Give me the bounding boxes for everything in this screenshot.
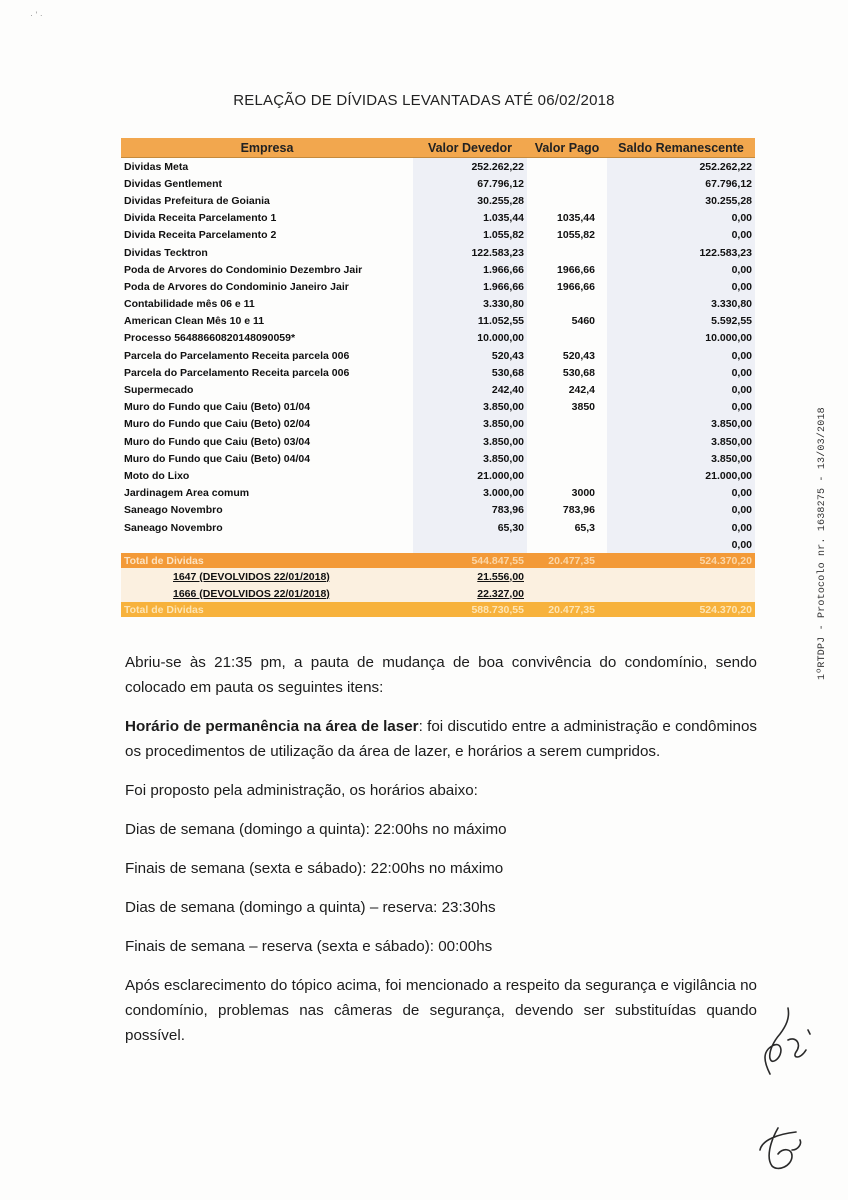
debt-table — [121, 138, 755, 617]
cell-owed: 242,40 — [413, 381, 527, 398]
cell-company: Dividas Gentlement — [124, 177, 223, 190]
cell-remaining: 10.000,00 — [607, 330, 755, 347]
cell-paid — [527, 158, 607, 176]
returned-value: 22.327,00 — [413, 585, 527, 602]
cell-remaining: 0,00 — [607, 536, 755, 553]
cell-owed: 65,30 — [413, 519, 527, 536]
schedule-weekdays: Dias de semana (domingo a quinta): 22:00hs no máximo — [125, 821, 507, 838]
paragraph-proposal: Foi proposto pela administração, os horários abaixo: — [125, 782, 478, 799]
cell-remaining: 0,00 — [607, 519, 755, 536]
table-row — [121, 278, 755, 295]
cell-paid: 530,68 — [562, 366, 595, 379]
cell-paid: 1035,44 — [557, 212, 595, 225]
cell-owed: 3.850,00 — [413, 416, 527, 433]
cell-owed: 1.966,66 — [413, 278, 527, 295]
cell-company: Dividas Prefeitura de Goiania — [124, 194, 270, 207]
cell-company: Divida Receita Parcelamento 2 — [124, 229, 277, 242]
grand-total-label: Total de Dividas — [121, 602, 413, 617]
cell-company: Parcela do Parcelamento Receita parcela 006 — [124, 366, 350, 379]
returned-empty — [527, 568, 607, 585]
returned-label: 1647 (DEVOLVIDOS 22/01/2018) — [121, 568, 413, 585]
table-row — [121, 330, 755, 347]
table-row — [121, 433, 755, 450]
cell-company: Divida Receita Parcelamento 1 — [124, 212, 277, 225]
returned-value: 21.556,00 — [413, 568, 527, 585]
grand-total-remaining: 524.370,20 — [607, 602, 755, 617]
cell-paid: 1966,66 — [557, 263, 595, 276]
paragraph-opening: Abriu-se às 21:35 pm, a pauta de mudança de boa convivência do condomínio, sendo colocado em pauta os seguintes itens: — [125, 654, 757, 696]
cell-remaining: 3.850,00 — [607, 433, 755, 450]
cell-company: Parcela do Parcelamento Receita parcela 006 — [124, 349, 350, 362]
cell-remaining: 0,00 — [607, 347, 755, 364]
table-row — [121, 502, 755, 519]
table-row — [121, 485, 755, 502]
returned-label: 1666 (DEVOLVIDOS 22/01/2018) — [121, 585, 413, 602]
cell-owed: 1.035,44 — [413, 210, 527, 227]
grand-total-row — [121, 602, 755, 617]
table-row — [121, 261, 755, 278]
cell-owed: 3.850,00 — [413, 399, 527, 416]
cell-owed: 3.850,00 — [413, 450, 527, 467]
table-row — [121, 364, 755, 381]
paragraph-security: Após esclarecimento do tópico acima, foi mencionado a respeito da segurança e vigilância no condomínio, problemas nas câmeras de segurança, devendo ser substituídas quando possível. — [125, 977, 757, 1044]
cell-company: Muro do Fundo que Caiu (Beto) 02/04 — [124, 418, 311, 431]
table-header-row — [121, 138, 755, 158]
cell-company — [121, 536, 413, 553]
table-row — [121, 467, 755, 484]
paragraph-leisure-hours — [125, 714, 757, 764]
cell-owed: 252.262,22 — [413, 158, 527, 176]
cell-owed: 11.052,55 — [413, 313, 527, 330]
cell-company: Saneago Novembro — [124, 521, 223, 534]
total-remaining: 524.370,20 — [607, 553, 755, 568]
cell-remaining: 5.592,55 — [607, 313, 755, 330]
header-remaining: Saldo Remanescente — [607, 138, 755, 158]
registry-stamp: 1ºRTDPJ - Protocolo nr. 1638275 - 13/03/2018 — [817, 407, 828, 680]
cell-company: Muro do Fundo que Caiu (Beto) 04/04 — [124, 452, 311, 465]
cell-owed: 530,68 — [413, 364, 527, 381]
cell-company: Contabilidade mês 06 e 11 — [124, 298, 255, 311]
cell-company: Saneago Novembro — [124, 504, 223, 517]
cell-paid — [527, 416, 607, 433]
returned-empty — [527, 585, 607, 602]
schedule-weekends-reservation: Finais de semana – reserva (sexta e sábado): 00:00hs — [125, 938, 493, 955]
cell-company: Poda de Arvores do Condominio Janeiro Jair — [124, 280, 349, 293]
cell-owed: 10.000,00 — [413, 330, 527, 347]
cell-paid — [527, 450, 607, 467]
table-row — [121, 227, 755, 244]
cell-paid: 65,3 — [574, 521, 595, 534]
cell-paid: 3000 — [571, 487, 595, 500]
scan-specks: · ' · — [30, 10, 43, 20]
table-row — [121, 296, 755, 313]
table-row — [121, 158, 755, 176]
table-row — [121, 381, 755, 398]
cell-paid — [527, 330, 607, 347]
cell-paid — [527, 536, 607, 553]
cell-company: Muro do Fundo que Caiu (Beto) 03/04 — [124, 435, 311, 448]
schedule-weekends: Finais de semana (sexta e sábado): 22:00hs no máximo — [125, 860, 504, 877]
cell-paid: 1966,66 — [557, 280, 595, 293]
total-label: Total de Dividas — [121, 553, 413, 568]
returned-empty — [607, 568, 755, 585]
cell-remaining: 0,00 — [607, 485, 755, 502]
page-title: RELAÇÃO DE DÍVIDAS LEVANTADAS ATÉ 06/02/2018 — [233, 92, 615, 109]
returned-row — [121, 568, 755, 585]
cell-owed: 21.000,00 — [413, 467, 527, 484]
table-row — [121, 244, 755, 261]
cell-paid — [527, 296, 607, 313]
table-row — [121, 536, 755, 553]
table-row — [121, 313, 755, 330]
cell-remaining: 3.850,00 — [607, 416, 755, 433]
cell-remaining: 122.583,23 — [607, 244, 755, 261]
cell-company: Supermecado — [124, 384, 194, 397]
minutes-body — [125, 650, 757, 1062]
table-row — [121, 450, 755, 467]
cell-remaining: 67.796,12 — [607, 175, 755, 192]
cell-owed: 3.330,80 — [413, 296, 527, 313]
cell-owed: 3.000,00 — [413, 485, 527, 502]
table-row — [121, 192, 755, 209]
table-row — [121, 416, 755, 433]
cell-owed: 122.583,23 — [413, 244, 527, 261]
cell-remaining: 0,00 — [607, 227, 755, 244]
header-owed: Valor Devedor — [413, 138, 527, 158]
cell-remaining: 21.000,00 — [607, 467, 755, 484]
cell-paid: 5460 — [571, 315, 595, 328]
cell-remaining: 0,00 — [607, 364, 755, 381]
table-row — [121, 519, 755, 536]
cell-paid: 520,43 — [562, 349, 595, 362]
table-row — [121, 175, 755, 192]
cell-paid: 3850 — [571, 401, 595, 414]
cell-company: Poda de Arvores do Condominio Dezembro Jair — [124, 263, 363, 276]
table-row — [121, 210, 755, 227]
cell-remaining: 0,00 — [607, 261, 755, 278]
cell-owed — [413, 536, 527, 553]
cell-paid — [527, 433, 607, 450]
cell-paid: 783,96 — [562, 504, 595, 517]
cell-paid — [527, 467, 607, 484]
cell-remaining: 0,00 — [607, 381, 755, 398]
cell-owed: 30.255,28 — [413, 192, 527, 209]
grand-total-paid: 20.477,35 — [527, 602, 607, 617]
cell-remaining: 0,00 — [607, 399, 755, 416]
cell-company: Dividas Meta — [124, 160, 189, 173]
cell-remaining: 3.850,00 — [607, 450, 755, 467]
table-row — [121, 347, 755, 364]
cell-paid: 242,4 — [568, 384, 595, 397]
topic-text: : foi discutido entre a administração e condôminos os procedimentos de utilização da área de lazer, e horários a serem cumpridos. — [125, 718, 757, 760]
returned-row — [121, 585, 755, 602]
cell-owed: 1.966,66 — [413, 261, 527, 278]
cell-remaining: 252.262,22 — [607, 158, 755, 176]
table-row — [121, 399, 755, 416]
handwritten-signature — [752, 1120, 812, 1180]
cell-remaining: 30.255,28 — [607, 192, 755, 209]
cell-owed: 3.850,00 — [413, 433, 527, 450]
returned-empty — [607, 585, 755, 602]
total-paid: 20.477,35 — [527, 553, 607, 568]
header-paid: Valor Pago — [527, 138, 607, 158]
cell-company: Dividas Tecktron — [124, 246, 208, 259]
cell-paid: 1055,82 — [557, 229, 595, 242]
cell-owed: 67.796,12 — [413, 175, 527, 192]
cell-company: Muro do Fundo que Caiu (Beto) 01/04 — [124, 401, 311, 414]
schedule-weekdays-reservation: Dias de semana (domingo a quinta) – reserva: 23:30hs — [125, 899, 496, 916]
grand-total-owed: 588.730,55 — [413, 602, 527, 617]
cell-remaining: 0,00 — [607, 278, 755, 295]
cell-company: Processo 56488660820148090059* — [124, 332, 296, 345]
total-row — [121, 553, 755, 568]
cell-remaining: 3.330,80 — [607, 296, 755, 313]
cell-company: Moto do Lixo — [124, 469, 190, 482]
handwritten-initials — [756, 1000, 816, 1090]
cell-owed: 1.055,82 — [413, 227, 527, 244]
cell-company: American Clean Mês 10 e 11 — [124, 315, 265, 328]
cell-remaining: 0,00 — [607, 210, 755, 227]
cell-remaining: 0,00 — [607, 502, 755, 519]
topic-heading: Horário de permanência na área de laser — [125, 718, 419, 735]
cell-owed: 520,43 — [413, 347, 527, 364]
cell-owed: 783,96 — [413, 502, 527, 519]
header-company: Empresa — [121, 138, 413, 158]
total-owed: 544.847,55 — [413, 553, 527, 568]
cell-company: Jardinagem Area comum — [124, 487, 250, 500]
cell-paid — [527, 244, 607, 261]
cell-paid — [527, 192, 607, 209]
cell-paid — [527, 175, 607, 192]
